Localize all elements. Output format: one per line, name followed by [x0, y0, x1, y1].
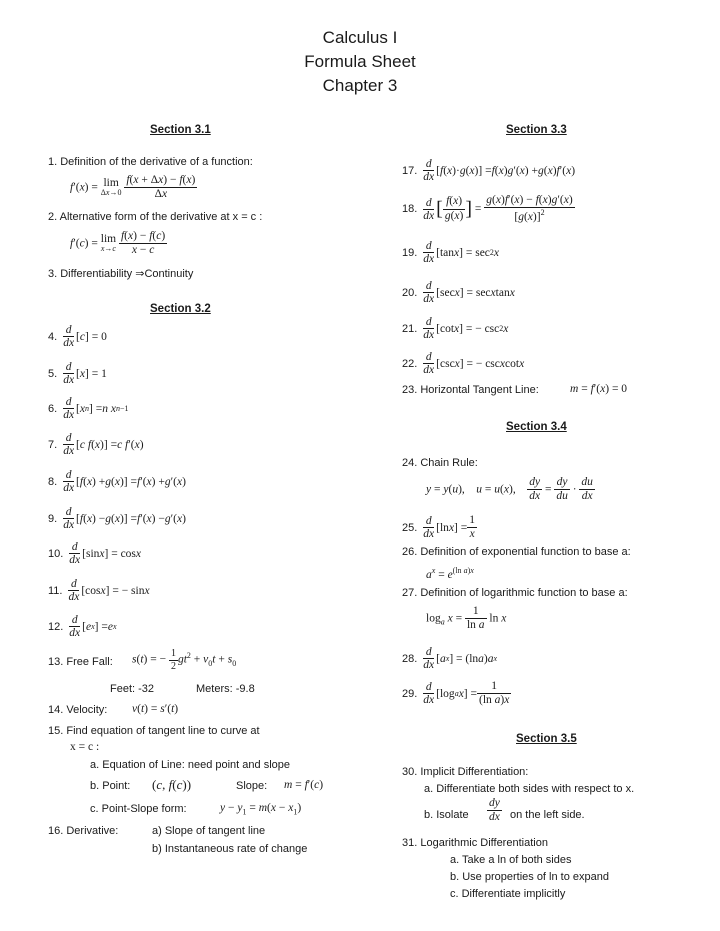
item-16-label: 16. Derivative:	[48, 825, 119, 837]
item-18: 18. d dx [ $\frac{f(x)}{g(x)}$ ] = $\frac{g(x)f'(x) - f(x)g'(x)}{[g(x)]^2}$	[402, 194, 573, 224]
item-6: 6. d dx [ x n ] = n x n−1	[48, 396, 129, 422]
item-31b-text: b. Use properties of ln to expand	[450, 871, 609, 883]
item-14-formula: v(t) = s′(t)	[132, 703, 179, 715]
item-16a-text: a) Slope of tangent line	[152, 825, 266, 837]
item-11: 11. d dx [cos x ] = − sin x	[48, 578, 150, 604]
title-line-2: Formula Sheet	[304, 52, 416, 71]
item-3-text: 3. Differentiability ⇒Continuity	[48, 268, 194, 280]
section-3-4-heading: Section 3.4	[506, 421, 567, 433]
item-28: 28. d dx [ a x ] = (ln a ) a x	[402, 646, 498, 672]
item-14-label: 14. Velocity:	[48, 704, 108, 716]
section-3-2-heading: Section 3.2	[150, 303, 211, 315]
item-4: 4. d dx [ c ] = 0	[48, 324, 107, 350]
item-5: 5. d dx [ x ] = 1	[48, 361, 107, 387]
section-3-1-heading: Section 3.1	[150, 124, 211, 136]
item-10: 10. d dx [sin x ] = cos x	[48, 541, 142, 567]
item-26-formula: $a^x = e^{(ln a)x}$	[426, 566, 474, 581]
item-27-formula: $\log_a x$ = $\frac{1}{\text{ln a}}$ ln x	[426, 605, 507, 632]
item-7: 7. d dx [ c f ( x )] = c f ′( x )	[48, 432, 144, 458]
item-15b-point: (c, f(c))	[152, 777, 192, 792]
item-20: 20. d dx [sec x ] = sec x tan x	[402, 280, 515, 306]
section-3-5-heading: Section 3.5	[516, 733, 577, 745]
item-1-formula: f′(x) = lim Δx→0 $\frac{f(x + \Delta x) - f(x)}{\Delta x}$	[70, 174, 196, 201]
item-13-meters: Meters: -9.8	[196, 683, 255, 695]
item-29: 29. d dx [log a x ] = $\frac{1}{\text{(ln a)x}}$	[402, 680, 510, 707]
item-22: 22. d dx [csc x ] = − csc x cot x	[402, 351, 525, 377]
item-17: 17. d dx [ f ( x )· g ( x )] = f ( x ) g ′( x ) + g ( x ) f ′( x )	[402, 158, 576, 184]
item-21: 21. d dx [cot x ] = − csc 2 x	[402, 316, 509, 342]
item-15-at: x = c :	[70, 741, 100, 753]
item-23-label: 23. Horizontal Tangent Line:	[402, 384, 539, 396]
item-30b-post: on the left side.	[510, 809, 585, 821]
item-2-text: 2. Alternative form of the derivative at x = c :	[48, 211, 263, 223]
item-9: 9. d dx [ f ( x ) − g ( x )] = f ′( x ) − g ′( x )	[48, 506, 186, 532]
item-15b-slope-label: Slope:	[236, 780, 268, 792]
item-13-label: 13. Free Fall:	[48, 656, 113, 668]
item-31a-text: a. Take a ln of both sides	[450, 854, 572, 866]
item-30b-pre: b. Isolate	[424, 809, 469, 821]
item-1-text: 1. Definition of the derivative of a function:	[48, 156, 253, 168]
item-30-label: 30. Implicit Differentiation:	[402, 766, 529, 778]
item-27-text: 27. Definition of logarithmic function to base a:	[402, 587, 628, 599]
item-8: 8. d dx [ f ( x ) + g ( x )] = f ′( x ) + g ′( x )	[48, 469, 186, 495]
title-line-3: Chapter 3	[322, 76, 398, 95]
item-15c-label: c. Point-Slope form:	[90, 803, 187, 815]
item-23-formula: m = f′(x) = 0	[570, 383, 628, 395]
item-19: 19. d dx [tan x ] = sec 2 x	[402, 240, 500, 266]
item-15b-label: b. Point:	[90, 780, 131, 792]
item-12: 12. d dx [ e x ] = e x	[48, 614, 117, 640]
item-16b-text: b) Instantaneous rate of change	[152, 843, 308, 855]
item-13-feet: Feet: -32	[110, 683, 155, 695]
item-15b-slope-formula: m = f′(c)	[284, 779, 324, 791]
item-2-formula: f′(c) = lim x→c $\frac{f(x) - f(c)}{x - c}$	[70, 230, 166, 257]
item-15a-text: a. Equation of Line: need point and slope	[90, 759, 290, 771]
section-3-3-heading: Section 3.3	[506, 124, 567, 136]
item-15-text: 15. Find equation of tangent line to curve at	[48, 725, 260, 737]
item-13-formula: s(t) = − $\frac{1}{2}$ $gt^2 + v_0t + s_0$	[132, 648, 237, 672]
item-30a-text: a. Differentiate both sides with respect to x.	[424, 783, 635, 795]
item-30b-dydx: $\frac{dy}{dx}$	[489, 797, 500, 824]
item-25: 25. d dx [ln x ] = $\frac{1}{x}$	[402, 514, 475, 541]
item-31-label: 31. Logarithmic Differentiation	[402, 837, 548, 849]
item-15c-formula: $y - y_1 = m(x - x_1)$	[220, 802, 302, 817]
item-26-text: 26. Definition of exponential function to base a:	[402, 546, 631, 558]
item-24-label: 24. Chain Rule:	[402, 457, 478, 469]
title-line-1: Calculus I	[322, 28, 398, 47]
item-31c-text: c. Differentiate implicitly	[450, 888, 566, 900]
item-24-formula: y = y(u), u = u(x), $\frac{dy}{dx}$ = $\frac{dy}{du}$ · $\frac{du}{dx}$	[426, 476, 593, 503]
